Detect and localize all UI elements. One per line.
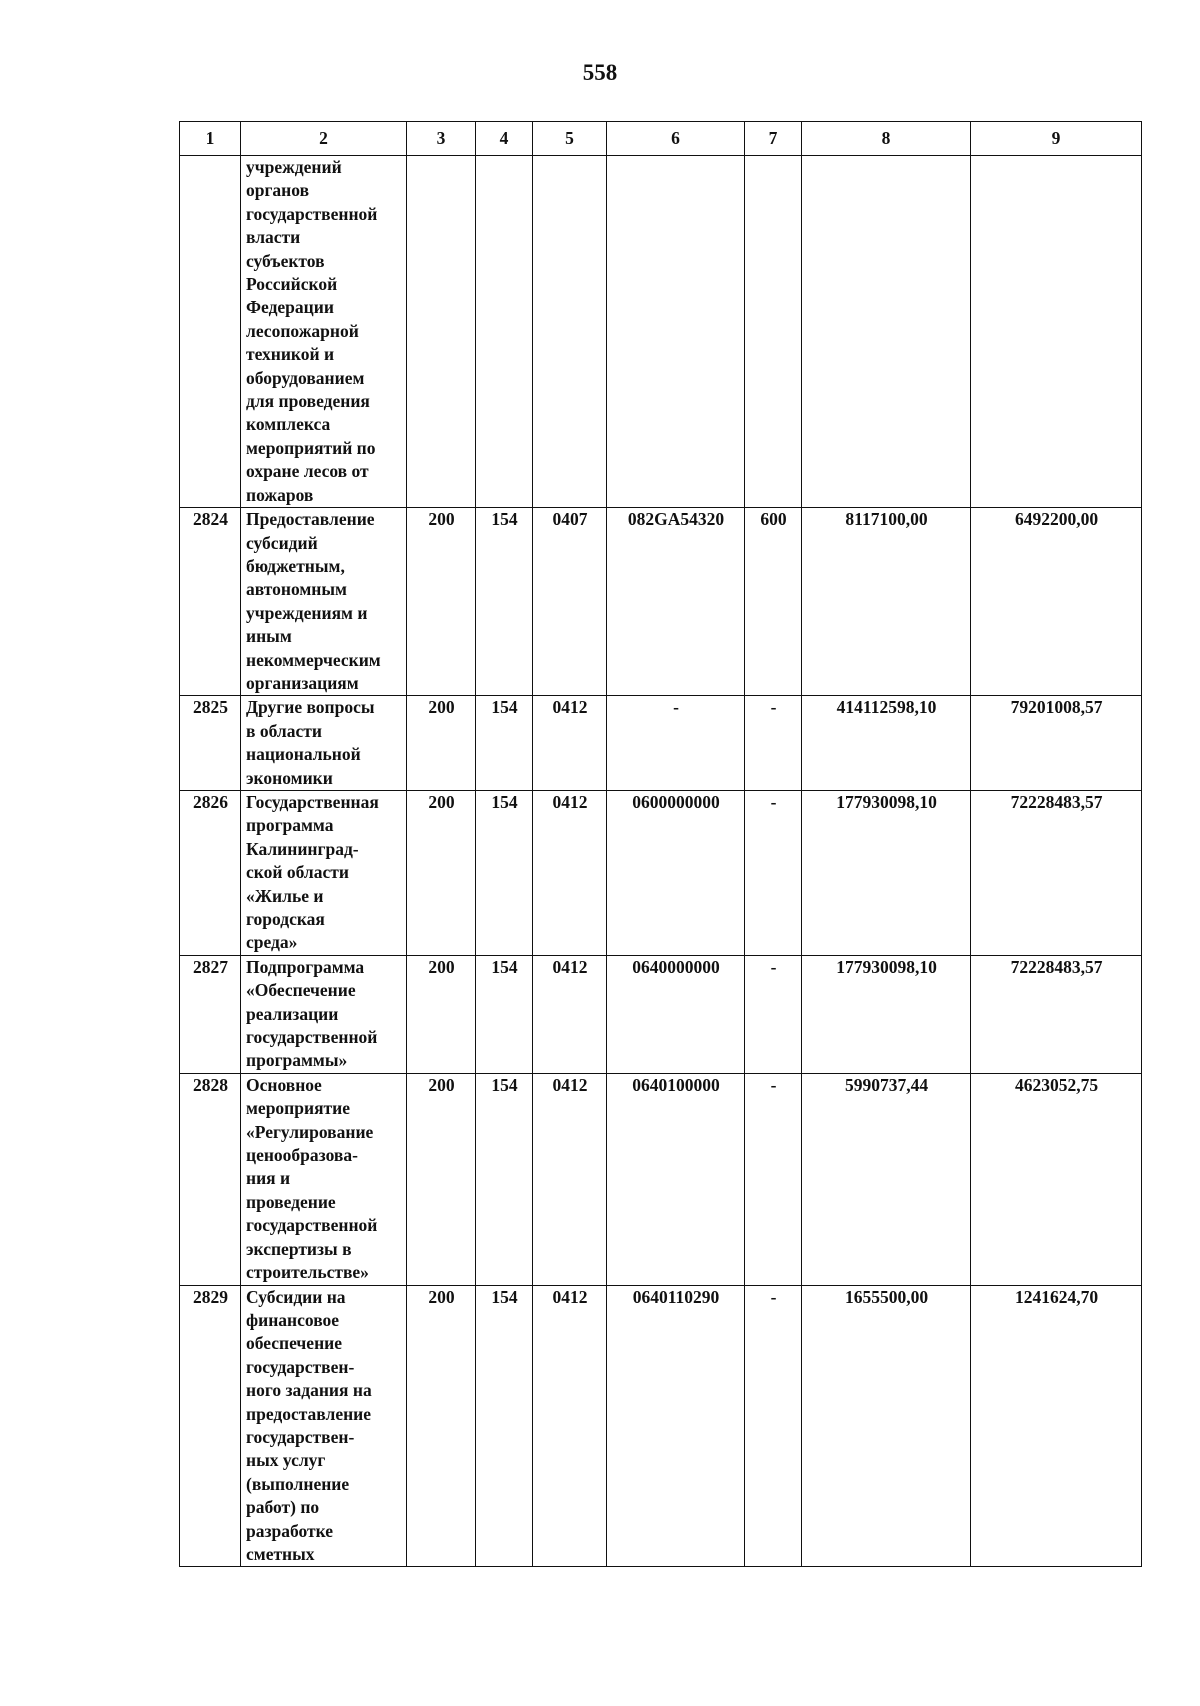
item-name-line: «Обеспечение: [246, 980, 356, 1001]
page-number: 558: [582, 60, 618, 85]
item-name-line: охране лесов от: [246, 461, 369, 482]
expense-type-cell: -: [745, 1073, 802, 1285]
section-code-cell: 0407: [533, 508, 607, 696]
item-name-line: государственной: [246, 203, 378, 224]
item-name-line: в области: [246, 720, 322, 741]
row-number-cell: 2828: [180, 1073, 241, 1285]
item-name-cell: [241, 1073, 407, 1285]
item-name-line: строительстве»: [246, 1262, 369, 1283]
executed-amount-cell: 72228483,57: [971, 790, 1142, 955]
ministry-code-cell: 200: [407, 955, 476, 1073]
executed-amount-cell: [971, 156, 1142, 508]
item-name-line: органов: [246, 180, 310, 201]
item-name-line: власти: [246, 227, 301, 248]
table-row: [180, 696, 1142, 791]
item-name-cell: [241, 508, 407, 696]
table-row: [180, 1073, 1142, 1285]
item-name-line: сметных: [246, 1543, 315, 1564]
item-name-line: иным: [246, 626, 292, 647]
item-name-line: пожаров: [246, 484, 314, 505]
item-name-line: лесопожарной: [246, 320, 359, 341]
item-name-line: ных услуг: [246, 1450, 326, 1471]
item-name-line: Государственная: [246, 791, 379, 812]
column-header-8: 8: [802, 122, 971, 156]
executed-amount-cell: 79201008,57: [971, 696, 1142, 791]
executed-amount-cell: 72228483,57: [971, 955, 1142, 1073]
table-row: [180, 790, 1142, 955]
expense-type-cell: -: [745, 955, 802, 1073]
item-name-line: обеспечение: [246, 1333, 343, 1354]
admin-code-cell: [476, 156, 533, 508]
item-name-line: Основное: [246, 1074, 322, 1095]
item-name-line: финансовое: [246, 1309, 340, 1330]
section-code-cell: 0412: [533, 1285, 607, 1567]
table-body: [180, 156, 1142, 1567]
item-name-line: среда»: [246, 932, 298, 953]
item-name-line: экономики: [246, 767, 333, 788]
ministry-code-cell: 200: [407, 790, 476, 955]
planned-amount-cell: 5990737,44: [802, 1073, 971, 1285]
item-name-line: государствен-: [246, 1426, 355, 1447]
item-name-line: Предоставление: [246, 509, 375, 530]
section-code-cell: [533, 156, 607, 508]
ministry-code-cell: 200: [407, 696, 476, 791]
table-row: [180, 1285, 1142, 1567]
expense-type-cell: 600: [745, 508, 802, 696]
target-article-cell: 0640000000: [607, 955, 745, 1073]
column-header-7: 7: [745, 122, 802, 156]
item-name-line: Субсидии на: [246, 1286, 346, 1307]
target-article-cell: 082GA54320: [607, 508, 745, 696]
table-row: [180, 955, 1142, 1073]
column-header-1: 1: [180, 122, 241, 156]
target-article-cell: 0640110290: [607, 1285, 745, 1567]
admin-code-cell: 154: [476, 1073, 533, 1285]
item-name-line: разработке: [246, 1520, 334, 1541]
item-name-cell: [241, 1285, 407, 1567]
planned-amount-cell: 1655500,00: [802, 1285, 971, 1567]
executed-amount-cell: 1241624,70: [971, 1285, 1142, 1567]
item-name-line: ного задания на: [246, 1380, 372, 1401]
item-name-line: программы»: [246, 1050, 348, 1071]
planned-amount-cell: 177930098,10: [802, 790, 971, 955]
row-number-cell: 2827: [180, 955, 241, 1073]
item-name-line: учреждениям и: [246, 602, 368, 623]
item-name-line: субсидий: [246, 532, 318, 553]
planned-amount-cell: [802, 156, 971, 508]
item-name-line: государственной: [246, 1215, 378, 1236]
table-row: [180, 156, 1142, 508]
ministry-code-cell: 200: [407, 508, 476, 696]
item-name-line: (выполнение: [246, 1473, 350, 1494]
item-name-line: национальной: [246, 744, 361, 765]
target-article-cell: 0600000000: [607, 790, 745, 955]
admin-code-cell: 154: [476, 955, 533, 1073]
item-name-line: программа: [246, 815, 334, 836]
ministry-code-cell: [407, 156, 476, 508]
item-name-line: проведение: [246, 1191, 336, 1212]
item-name-line: мероприятие: [246, 1098, 350, 1119]
item-name-line: Калининград-: [246, 838, 359, 859]
item-name-line: для проведения: [246, 391, 370, 412]
column-header-2: 2: [241, 122, 407, 156]
item-name-line: автономным: [246, 579, 347, 600]
item-name-line: субъектов: [246, 250, 325, 271]
column-header-9: 9: [971, 122, 1142, 156]
item-name-line: ской области: [246, 862, 349, 883]
row-number-cell: [180, 156, 241, 508]
planned-amount-cell: 8117100,00: [802, 508, 971, 696]
section-code-cell: 0412: [533, 696, 607, 791]
column-header-6: 6: [607, 122, 745, 156]
column-header-3: 3: [407, 122, 476, 156]
item-name-line: Российской: [246, 274, 338, 295]
table-row: [180, 508, 1142, 696]
item-name-line: техникой и: [246, 344, 335, 365]
item-name-line: комплекса: [246, 414, 331, 435]
item-name-line: реализации: [246, 1003, 339, 1024]
header-row: [180, 122, 1142, 156]
item-name-line: городская: [246, 909, 325, 929]
ministry-code-cell: 200: [407, 1073, 476, 1285]
admin-code-cell: 154: [476, 696, 533, 791]
planned-amount-cell: 414112598,10: [802, 696, 971, 791]
item-name-line: оборудованием: [246, 367, 365, 388]
expense-type-cell: -: [745, 1285, 802, 1567]
item-name-cell: [241, 955, 407, 1073]
item-name-line: ния и: [246, 1168, 291, 1189]
budget-table: [179, 121, 1142, 1567]
row-number-cell: 2829: [180, 1285, 241, 1567]
item-name-line: Подпрограмма: [246, 956, 365, 977]
target-article-cell: -: [607, 696, 745, 791]
executed-amount-cell: 4623052,75: [971, 1073, 1142, 1285]
row-number-cell: 2825: [180, 696, 241, 791]
item-name-line: Федерации: [246, 297, 334, 318]
item-name-line: государственной: [246, 1027, 378, 1048]
item-name-line: организациям: [246, 672, 359, 693]
admin-code-cell: 154: [476, 790, 533, 955]
admin-code-cell: 154: [476, 508, 533, 696]
item-name-line: некоммерческим: [246, 649, 381, 670]
section-code-cell: 0412: [533, 955, 607, 1073]
target-article-cell: [607, 156, 745, 508]
item-name-cell: [241, 156, 407, 508]
row-number-cell: 2826: [180, 790, 241, 955]
item-name-line: «Жилье и: [246, 885, 324, 906]
section-code-cell: 0412: [533, 790, 607, 955]
item-name-line: предоставление: [246, 1403, 372, 1424]
item-name-line: экспертизы в: [246, 1238, 352, 1259]
item-name-cell: [241, 790, 407, 955]
item-name-line: учреждений: [246, 157, 342, 177]
target-article-cell: 0640100000: [607, 1073, 745, 1285]
column-header-5: 5: [533, 122, 607, 156]
item-name-line: государствен-: [246, 1356, 355, 1377]
row-number-cell: 2824: [180, 508, 241, 696]
admin-code-cell: 154: [476, 1285, 533, 1567]
item-name-line: ценообразова-: [246, 1145, 358, 1166]
column-header-4: 4: [476, 122, 533, 156]
executed-amount-cell: 6492200,00: [971, 508, 1142, 696]
expense-type-cell: -: [745, 790, 802, 955]
ministry-code-cell: 200: [407, 1285, 476, 1567]
item-name-line: работ) по: [246, 1497, 320, 1518]
planned-amount-cell: 177930098,10: [802, 955, 971, 1073]
expense-type-cell: [745, 156, 802, 508]
item-name-line: мероприятий по: [246, 437, 376, 458]
section-code-cell: 0412: [533, 1073, 607, 1285]
item-name-line: Другие вопросы: [246, 697, 375, 718]
item-name-line: «Регулирование: [246, 1121, 374, 1142]
item-name-line: бюджетным,: [246, 555, 345, 576]
item-name-cell: [241, 696, 407, 791]
expense-type-cell: -: [745, 696, 802, 791]
